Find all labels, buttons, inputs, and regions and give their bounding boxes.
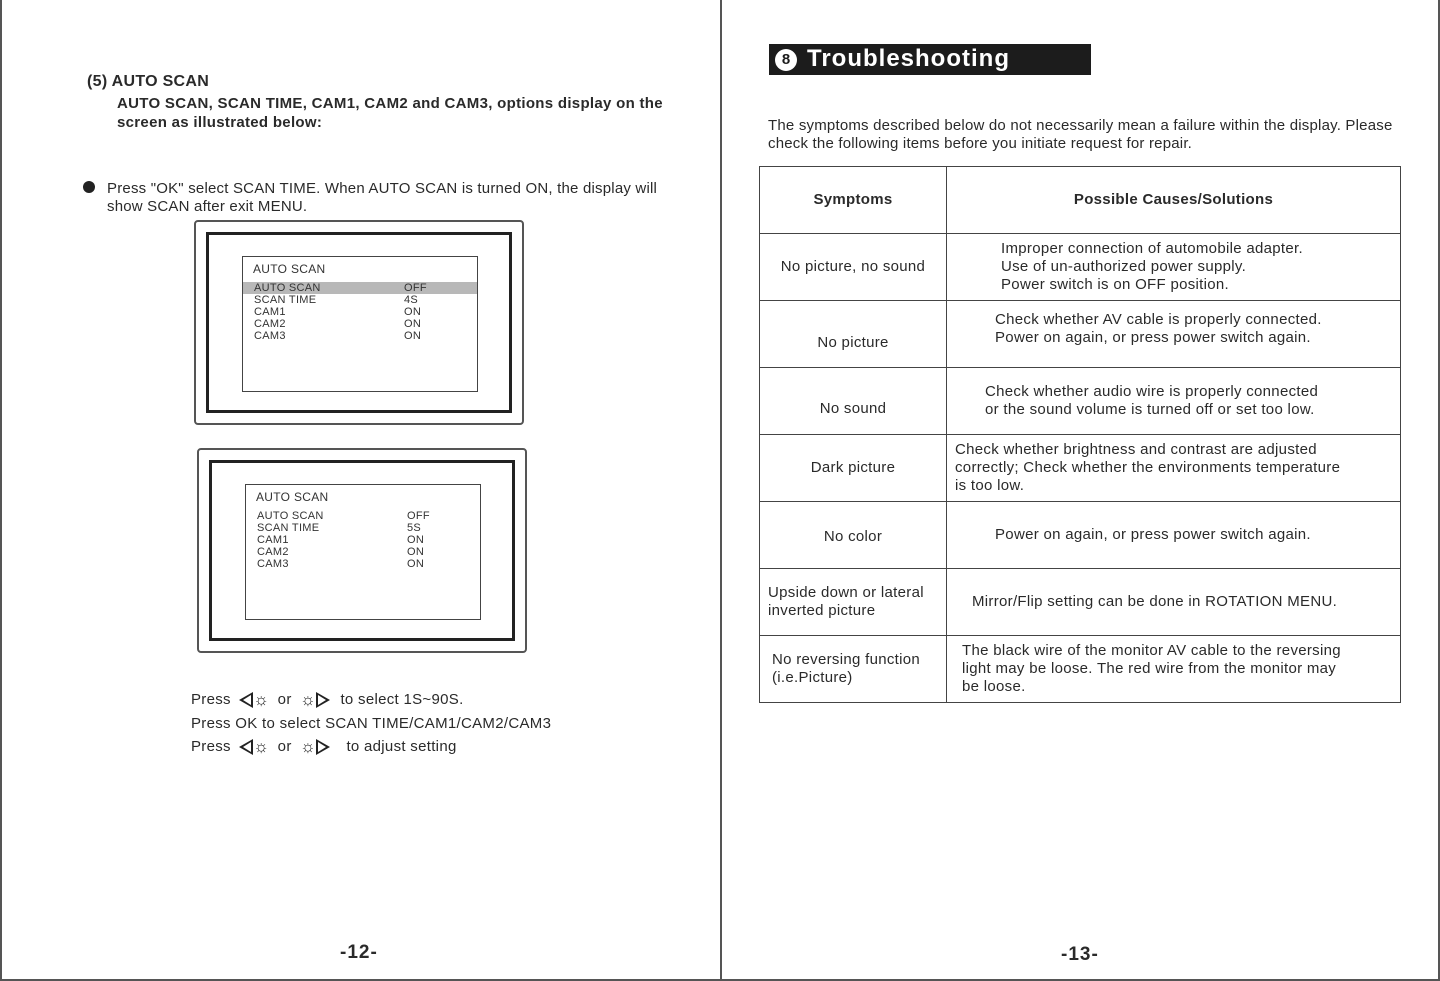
solution-cell: [947, 234, 1401, 301]
osd-title: AUTO SCAN: [253, 262, 326, 276]
table-row: [760, 301, 1401, 368]
page-number-right: -13-: [1061, 944, 1099, 965]
osd-key: SCAN TIME: [254, 294, 317, 306]
osd-value: ON: [407, 534, 425, 546]
osd-value: ON: [407, 546, 425, 558]
troubleshooting-table: [759, 166, 1401, 703]
osd-value: ON: [404, 330, 422, 342]
section-banner-troubleshooting: [769, 44, 1091, 75]
solution-line: Use of un-authorized power supply.: [1001, 258, 1247, 275]
symptom-cell: No picture, no sound: [760, 234, 947, 301]
solution-line: be loose.: [962, 678, 1026, 695]
table-row: [760, 234, 1401, 301]
brightness-right-arrow-icon: ☼: [300, 691, 330, 708]
table-row: [760, 569, 1401, 636]
osd-row-scan-time: [246, 522, 480, 534]
instruction-line-3: [191, 737, 457, 755]
osd-key: CAM3: [257, 558, 289, 570]
osd-row-cam2: [246, 546, 480, 558]
osd-key: CAM2: [257, 546, 289, 558]
section-title-auto-scan: (5) AUTO SCAN: [87, 73, 210, 90]
osd-row-cam2: [243, 318, 477, 330]
solution-line: light may be loose. The red wire from the monitor may: [962, 660, 1337, 677]
section-number-badge: 8: [775, 49, 797, 71]
solution-cell: [947, 569, 1401, 636]
instruction-suffix: to select 1S~90S.: [340, 690, 464, 708]
instruction-suffix: to adjust setting: [346, 737, 457, 755]
osd-row-auto-scan: [243, 282, 477, 294]
osd-key: AUTO SCAN: [254, 282, 321, 294]
osd-key: CAM3: [254, 330, 286, 342]
monitor-illustration-1: [194, 220, 524, 425]
table-row: [760, 368, 1401, 435]
osd-menu: [245, 484, 481, 620]
solution-line: Check whether AV cable is properly connected.: [995, 311, 1322, 328]
solution-line: Mirror/Flip setting can be done in ROTATION MENU.: [972, 593, 1338, 610]
left-arrow-brightness-icon: ☼: [239, 691, 269, 708]
solution-line: correctly; Check whether the environments temperature: [955, 459, 1341, 476]
symptom-cell: Upside down or lateral inverted picture: [760, 569, 947, 636]
osd-key: SCAN TIME: [257, 522, 320, 534]
symptom-cell: No color: [760, 502, 947, 569]
osd-key: CAM1: [257, 534, 289, 546]
instruction-line-2: Press OK to select SCAN TIME/CAM1/CAM2/CAM3: [191, 715, 552, 732]
osd-row-cam3: [243, 330, 477, 342]
header-causes: Possible Causes/Solutions: [947, 167, 1401, 234]
osd-key: CAM1: [254, 306, 286, 318]
solution-cell: [947, 435, 1401, 502]
bullet-instruction: Press "OK" select SCAN TIME. When AUTO SCAN is turned ON, the display will show SCAN after exit MENU.: [107, 180, 658, 215]
symptom-cell: No reversing function (i.e.Picture): [760, 636, 947, 703]
symptom-cell: No picture: [760, 301, 947, 368]
osd-value: 5S: [407, 522, 422, 534]
osd-value: ON: [404, 306, 422, 318]
osd-row-cam3: [246, 558, 480, 570]
instruction-prefix: Press: [191, 737, 231, 755]
osd-row-cam1: [243, 306, 477, 318]
solution-line: Check whether brightness and contrast are adjusted: [955, 441, 1317, 458]
bullet-dot-icon: [83, 181, 95, 193]
solution-cell: [947, 636, 1401, 703]
solution-cell: [947, 301, 1401, 368]
osd-row-scan-time: [243, 294, 477, 306]
solution-line: Improper connection of automobile adapter.: [1001, 240, 1303, 257]
osd-row-cam1: [246, 534, 480, 546]
osd-row-auto-scan: [246, 510, 480, 522]
table-header-row: [760, 167, 1401, 234]
solution-line: The black wire of the monitor AV cable to the reversing: [962, 642, 1341, 659]
page-number-left: -12-: [340, 942, 378, 963]
osd-title: AUTO SCAN: [256, 490, 329, 504]
osd-value: ON: [404, 318, 422, 330]
osd-key: AUTO SCAN: [257, 510, 324, 522]
symptom-cell: No sound: [760, 368, 947, 435]
instruction-prefix: Press: [191, 690, 231, 708]
symptom-cell: Dark picture: [760, 435, 947, 502]
osd-value: OFF: [404, 282, 427, 294]
solution-cell: [947, 502, 1401, 569]
table-row: [760, 636, 1401, 703]
solution-line: Check whether audio wire is properly connected: [985, 383, 1319, 400]
troubleshooting-intro: The symptoms described below do not necessarily mean a failure within the display. Please check the following items before you initiate request for repair.: [768, 117, 1393, 152]
monitor-illustration-2: [197, 448, 527, 653]
solution-cell: [947, 368, 1401, 435]
osd-menu: [242, 256, 478, 392]
osd-value: 4S: [404, 294, 419, 306]
section-title: Troubleshooting: [807, 45, 1010, 72]
solution-line: Power on again, or press power switch again.: [995, 329, 1311, 346]
instruction-line-1: [191, 690, 464, 708]
left-arrow-brightness-icon: ☼: [239, 738, 269, 755]
table-row: [760, 435, 1401, 502]
instruction-or: or: [277, 737, 292, 755]
brightness-right-arrow-icon: ☼: [300, 738, 330, 755]
solution-line: is too low.: [955, 477, 1025, 494]
section-description: AUTO SCAN, SCAN TIME, CAM1, CAM2 and CAM3, options display on the screen as illustrated below:: [117, 95, 663, 131]
solution-line: Power on again, or press power switch again.: [995, 526, 1311, 543]
instruction-or: or: [277, 690, 292, 708]
osd-key: CAM2: [254, 318, 286, 330]
osd-value: OFF: [407, 510, 430, 522]
table-row: [760, 502, 1401, 569]
header-symptoms: Symptoms: [760, 167, 947, 234]
solution-line: Power switch is on OFF position.: [1001, 276, 1230, 293]
solution-line: or the sound volume is turned off or set too low.: [985, 401, 1315, 418]
osd-value: ON: [407, 558, 425, 570]
